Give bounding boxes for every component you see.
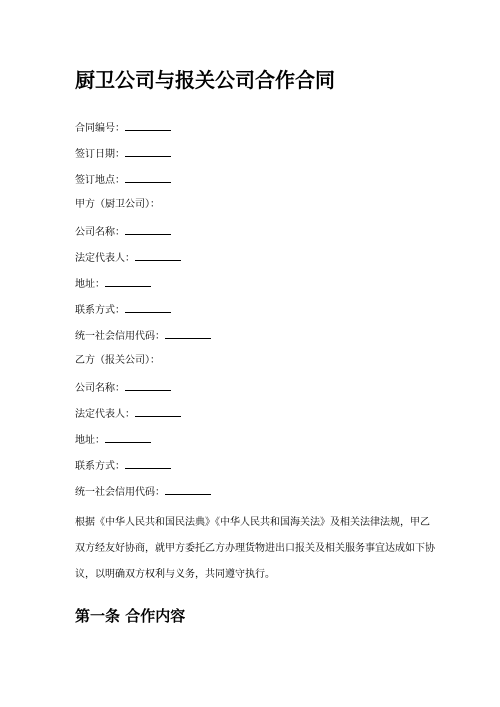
party-b-credit-code-blank [165, 484, 211, 495]
party-b-legal-rep-field [75, 406, 181, 422]
party-b-heading: 乙方（报关公司）： [75, 355, 160, 366]
party-a-legal-rep-blank [135, 250, 181, 261]
party-b-address-field [75, 432, 151, 448]
party-a-contact-label: 联系方式： [75, 305, 125, 316]
section-1-heading: 第一条 合作内容 [75, 607, 186, 625]
party-b-contact-label: 联系方式： [75, 461, 125, 472]
party-a-address-blank [105, 276, 151, 287]
party-a-contact-field [75, 302, 171, 318]
document-title: 厨卫公司与报关公司合作合同 [75, 68, 335, 92]
sign-place-blank [125, 172, 171, 183]
party-a-credit-code-label: 统一社会信用代码： [75, 331, 165, 342]
party-b-legal-rep-blank [135, 406, 181, 417]
contract-number-blank [125, 120, 171, 131]
party-a-legal-rep-field [75, 250, 181, 266]
party-a-company-name-blank [125, 224, 171, 235]
sign-place-label: 签订地点： [75, 175, 125, 186]
party-b-credit-code-field [75, 484, 211, 500]
party-b-contact-field [75, 458, 171, 474]
party-a-credit-code-field [75, 328, 211, 344]
party-b-company-name-label: 公司名称： [75, 383, 125, 394]
contract-number-label: 合同编号： [75, 123, 125, 134]
party-b-credit-code-label: 统一社会信用代码： [75, 487, 165, 498]
party-a-legal-rep-label: 法定代表人： [75, 253, 135, 264]
sign-place-field [75, 172, 171, 188]
party-a-credit-code-blank [165, 328, 211, 339]
sign-date-blank [125, 146, 171, 157]
party-a-company-name-field [75, 224, 171, 240]
party-a-company-name-label: 公司名称： [75, 227, 125, 238]
contract-number-field [75, 120, 171, 136]
party-b-legal-rep-label: 法定代表人： [75, 409, 135, 420]
party-b-company-name-blank [125, 380, 171, 391]
party-b-address-blank [105, 432, 151, 443]
party-a-address-label: 地址： [75, 279, 105, 290]
party-a-heading: 甲方（厨卫公司）： [75, 199, 160, 210]
party-b-contact-blank [125, 458, 171, 469]
sign-date-label: 签订日期： [75, 149, 125, 160]
sign-date-field [75, 146, 171, 162]
party-b-address-label: 地址： [75, 435, 105, 446]
party-b-company-name-field [75, 380, 171, 396]
preamble-paragraph: 根据《中华人民共和国民法典》《中华人民共和国海关法》及相关法律法规，甲乙双方经友好协商，就甲方委托乙方办理货物进出口报关及相关服务事宜达成如下协议，以明确双方权利与义务，共同遵守执行。 [75, 517, 435, 580]
party-a-contact-blank [125, 302, 171, 313]
party-a-address-field [75, 276, 151, 292]
